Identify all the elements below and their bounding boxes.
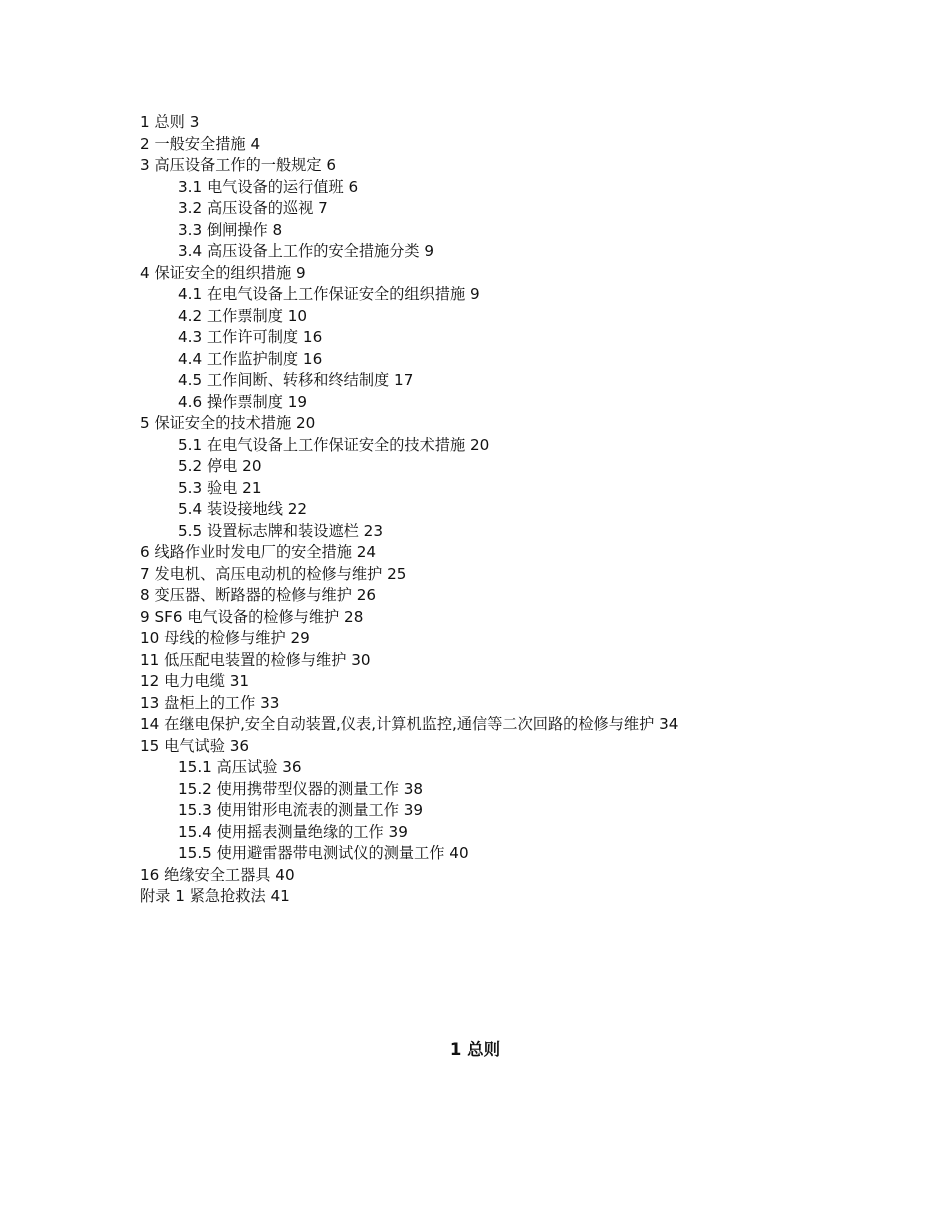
toc-section-entry: 4.1 在电气设备上工作保证安全的组织措施 9 <box>178 285 480 303</box>
table-of-contents <box>140 112 900 908</box>
toc-chapter-entry: 14 在继电保护,安全自动装置,仪表,计算机监控,通信等二次回路的检修与维护 34 <box>140 715 679 733</box>
toc-section-entry: 5.2 停电 20 <box>178 457 262 475</box>
toc-section-entry: 15.2 使用携带型仪器的测量工作 38 <box>178 779 424 798</box>
toc-section-entry: 15.5 使用避雷器带电测试仪的测量工作 40 <box>178 844 469 862</box>
toc-section-entry: 15.3 使用钳形电流表的测量工作 39 <box>178 801 424 819</box>
toc-section-entry: 3.1 电气设备的运行值班 6 <box>178 177 359 196</box>
toc-chapter-entry: 1 总则 3 <box>140 113 200 131</box>
toc-chapter-entry: 5 保证安全的技术措施 20 <box>140 414 316 432</box>
toc-chapter-entry: 9 SF6 电气设备的检修与维护 28 <box>140 607 364 626</box>
toc-chapter-entry: 7 发电机、高压电动机的检修与维护 25 <box>140 564 407 583</box>
toc-section-entry: 4.5 工作间断、转移和终结制度 17 <box>178 371 414 389</box>
toc-section-entry: 4.4 工作监护制度 16 <box>178 349 323 368</box>
toc-section-entry: 3.3 倒闸操作 8 <box>178 220 283 239</box>
toc-chapter-entry: 附录 1 紧急抢救法 41 <box>140 887 290 905</box>
toc-chapter-entry: 10 母线的检修与维护 29 <box>140 629 310 647</box>
toc-chapter-entry: 16 绝缘安全工器具 40 <box>140 865 295 884</box>
toc-chapter-entry: 6 线路作业时发电厂的安全措施 24 <box>140 543 377 561</box>
toc-chapter-entry: 3 高压设备工作的一般规定 6 <box>140 156 337 174</box>
toc-section-entry: 5.1 在电气设备上工作保证安全的技术措施 20 <box>178 435 490 454</box>
toc-section-entry: 4.3 工作许可制度 16 <box>178 328 323 346</box>
toc-chapter-entry: 2 一般安全措施 4 <box>140 134 261 153</box>
toc-chapter-entry: 4 保证安全的组织措施 9 <box>140 263 306 282</box>
toc-section-entry: 5.4 装设接地线 22 <box>178 500 308 518</box>
toc-section-entry: 3.2 高压设备的巡视 7 <box>178 199 328 217</box>
toc-section-entry: 4.6 操作票制度 19 <box>178 392 308 411</box>
toc-section-entry: 15.4 使用摇表测量绝缘的工作 39 <box>178 822 408 841</box>
section-heading: 1 总则 <box>449 1040 501 1059</box>
toc-chapter-entry: 8 变压器、断路器的检修与维护 26 <box>140 586 377 604</box>
toc-chapter-entry: 12 电力电缆 31 <box>140 672 250 690</box>
toc-section-entry: 5.3 验电 21 <box>178 478 262 497</box>
toc-chapter-entry: 11 低压配电装置的检修与维护 30 <box>140 650 371 669</box>
toc-section-entry: 5.5 设置标志牌和装设遮栏 23 <box>178 521 384 540</box>
toc-chapter-entry: 15 电气试验 36 <box>140 736 250 755</box>
toc-section-entry: 4.2 工作票制度 10 <box>178 306 308 325</box>
toc-section-entry: 15.1 高压试验 36 <box>178 758 302 776</box>
toc-chapter-entry: 13 盘柜上的工作 33 <box>140 693 280 712</box>
toc-section-entry: 3.4 高压设备上工作的安全措施分类 9 <box>178 242 435 260</box>
